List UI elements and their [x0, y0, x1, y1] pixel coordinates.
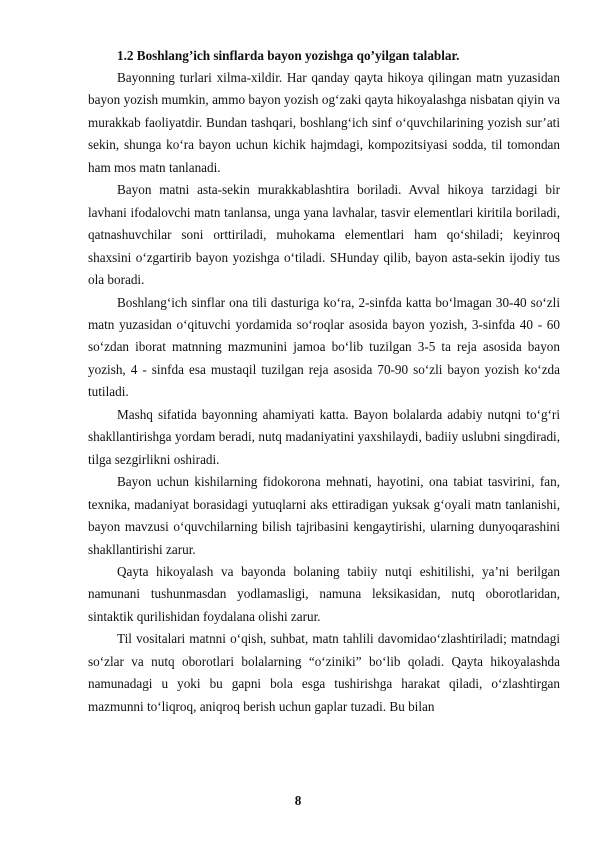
paragraph-5: Bayon uchun kishilarning fidokorona mehnati, hayotini, ona tabiat tasvirini, fan, texnika, madaniyat borasidagi yutuqlarni aks ettiradigan yuksak g‘oyali matn tanlanishi, bayon mavzusi o‘quvchilarning bilish tajribasini kengaytirishi, ularning dunyoqarashini shakllantirishi zarur. [88, 474, 560, 557]
document-page [88, 45, 560, 718]
paragraph-4: Mashq sifatida bayonning ahamiyati katta. Bayon bolalarda adabiy nutqni to‘g‘ri shakllantirishga yordam beradi, nutq madaniyatini yaxshilaydi, badiiy uslubni singdiradi, tilga sezgirlikni oshiradi. [88, 406, 560, 467]
paragraph-3: Boshlang‘ich sinflar ona tili dasturiga ko‘ra, 2-sinfda katta bo‘lmagan 30-40 so‘zli matn yuzasidan o‘qituvchi yordamida so‘roqlar asosida bayon yozish, 3-sinfda 40 - 60 so‘zdan iborat matnning mazmunini jamoa bo‘lib tuzilgan 3-5 ta reja asosida bayon yozish, 4 - sinfda esa mustaqil tuzilgan reja asosida 70-90 so‘zli bayon yozish ko‘zda tutiladi. [88, 294, 560, 400]
paragraph-7: Til vositalari matnni o‘qish, suhbat, matn tahlili davomidao‘zlashtiriladi; matndagi so‘zlar va nutq oborotlari bolalarning “o‘ziniki” bo‘lib qoladi. Qayta hikoyalashda namunadagi u yoki bu gapni bola esga tushirishga harakat qiladi, o‘zlashtirgan mazmunni to‘liqroq, aniqroq berish uchun gaplar tuzadi. Bu bilan [88, 631, 560, 714]
page-number: 8 [294, 793, 302, 808]
paragraph-6: Qayta hikoyalash va bayonda bolaning tabiiy nutqi eshitilishi, ya’ni berilgan namunani tushunmasdan yodlamasligi, namuna leksikasidan, nutq oborotlaridan, sintaktik qurilishidan foydalana olishi zarur. [88, 563, 560, 624]
paragraph-1: Bayonning turlari xilma-xildir. Har qanday qayta hikoya qilingan matn yuzasidan bayon yozish mumkin, ammo bayon yozish og‘zaki qayta hikoyalashga nisbatan qiyin va murakkab faoliyatdir. Bundan tashqari, boshlang‘ich sinf o‘quvchilarining yozish sur’ati sekin, shunga ko‘ra bayon uchun kichik hajmdagi, kompozitsiyasi sodda, til tomondan ham mos matn tanlanadi. [88, 70, 560, 175]
paragraph-2: Bayon matni asta-sekin murakkablashtira boriladi. Avval hikoya tarzidagi bir lavhani ifodalovchi matn tanlansa, unga yana lavhalar, tasvir elementlari kiritila boriladi, qatnashuvchilar soni orttiriladi, muhokama elementlari ham qo‘shiladi; keyinroq shaxsini o‘zgartirib bayon yozishga o‘tiladi. SHunday qilib, bayon asta-sekin ijodiy tus ola boradi. [88, 182, 560, 288]
section-heading: 1.2 Boshlang’ich sinflarda bayon yozishga qo’yilgan talablar. [117, 48, 460, 63]
